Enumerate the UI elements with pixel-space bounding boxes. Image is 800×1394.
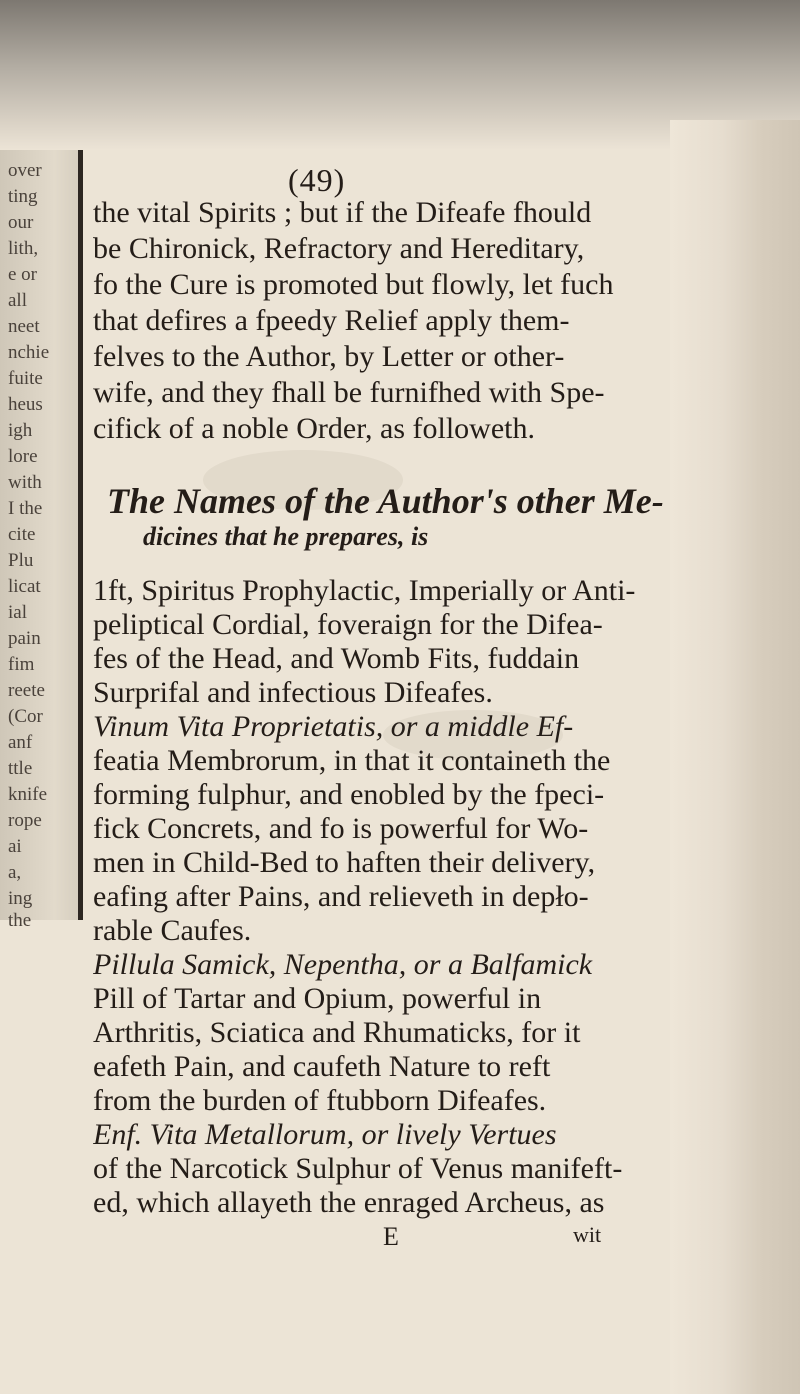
- fragment-line: the: [8, 910, 32, 931]
- text-line: wife, and they fhall be furnifhed with Spe-: [93, 376, 605, 409]
- section-heading: The Names of the Author's other Me-: [107, 481, 664, 521]
- fragment-line: ing: [8, 888, 33, 909]
- text-line: men in Child-Bed to haften their delivery,: [93, 846, 596, 879]
- text-line: fes of the Head, and Womb Fits, fuddain: [93, 642, 580, 675]
- text-line: of the Narcotick Sulphur of Venus manifeft-: [93, 1152, 623, 1185]
- fragment-line: nchie: [8, 342, 50, 363]
- fragment-line: lith,: [8, 238, 39, 259]
- section-heading-continued: dicines that he prepares, is: [143, 522, 429, 551]
- text-line: peliptical Cordial, foveraign for the Difea-: [93, 608, 603, 641]
- facing-page-fragment: [0, 150, 83, 931]
- text-line: Surprifal and infectious Difeafes.: [93, 676, 493, 709]
- text-line: cifick of a noble Order, as followeth.: [93, 412, 535, 445]
- fragment-line: ttle: [8, 758, 33, 779]
- text-line: eafeth Pain, and caufeth Nature to reft: [93, 1050, 551, 1083]
- fragment-line: with: [8, 472, 42, 493]
- fragment-line: over: [8, 160, 42, 181]
- text-line: rable Caufes.: [93, 914, 252, 947]
- fragment-line: our: [8, 212, 34, 233]
- signature-mark: E: [383, 1222, 399, 1251]
- facing-page-edge: [670, 120, 800, 1394]
- text-line: the vital Spirits ; but if the Difeafe fhould: [93, 196, 592, 229]
- text-line: 1ft, Spiritus Prophylactic, Imperially or Anti-: [93, 574, 636, 607]
- text-line: felves to the Author, by Letter or other-: [93, 340, 565, 373]
- fragment-line: fim: [8, 654, 35, 675]
- fragment-line: ial: [8, 602, 27, 623]
- fragment-line: knife: [8, 784, 48, 805]
- fragment-line: e or: [8, 264, 38, 285]
- text-line: Pillula Samick, Nepentha, or a Balfamick: [93, 948, 593, 981]
- text-line: Vinum Vita Proprietatis, or a middle Ef-: [93, 710, 574, 743]
- text-line: featia Membrorum, in that it containeth the: [93, 744, 611, 777]
- book-page: [83, 150, 675, 1251]
- fragment-line: a,: [8, 862, 22, 883]
- fragment-line: neet: [8, 316, 40, 337]
- fragment-line: cite: [8, 524, 36, 545]
- catchword: wit: [573, 1222, 602, 1247]
- fragment-line: ting: [8, 186, 38, 207]
- fragment-line: anf: [8, 732, 33, 753]
- fragment-line: rope: [8, 810, 42, 831]
- fragment-line: Plu: [8, 550, 34, 571]
- fragment-line: heus: [8, 394, 43, 415]
- text-line: be Chironick, Refractory and Hereditary,: [93, 232, 585, 265]
- text-line: from the burden of ftubborn Difeafes.: [93, 1084, 547, 1117]
- fragment-line: I the: [8, 498, 43, 519]
- text-line: Arthritis, Sciatica and Rhumaticks, for it: [93, 1016, 581, 1049]
- fragment-line: igh: [8, 420, 33, 441]
- text-line: fick Concrets, and fo is powerful for Wo-: [93, 812, 589, 845]
- text-line: fo the Cure is promoted but flowly, let fuch: [93, 268, 614, 301]
- fragment-line: fuite: [8, 368, 43, 389]
- fragment-line: ai: [8, 836, 22, 857]
- text-line: that defires a fpeedy Relief apply them-: [93, 304, 570, 337]
- text-line: Enf. Vita Metallorum, or lively Vertues: [93, 1118, 557, 1151]
- fragment-line: all: [8, 290, 27, 311]
- fragment-line: lore: [8, 446, 38, 467]
- fragment-line: pain: [8, 628, 41, 649]
- text-line: forming fulphur, and enobled by the fpeci-: [93, 778, 605, 811]
- text-line: eafing after Pains, and relieveth in depło-: [93, 880, 589, 913]
- text-line: ed, which allayeth the enraged Archeus, as: [93, 1186, 605, 1219]
- fragment-line: reete: [8, 680, 45, 701]
- fragment-line: (Cor: [8, 706, 43, 727]
- page-number: (49): [288, 162, 346, 198]
- fragment-line: licat: [8, 576, 41, 597]
- text-line: Pill of Tartar and Opium, powerful in: [93, 982, 542, 1015]
